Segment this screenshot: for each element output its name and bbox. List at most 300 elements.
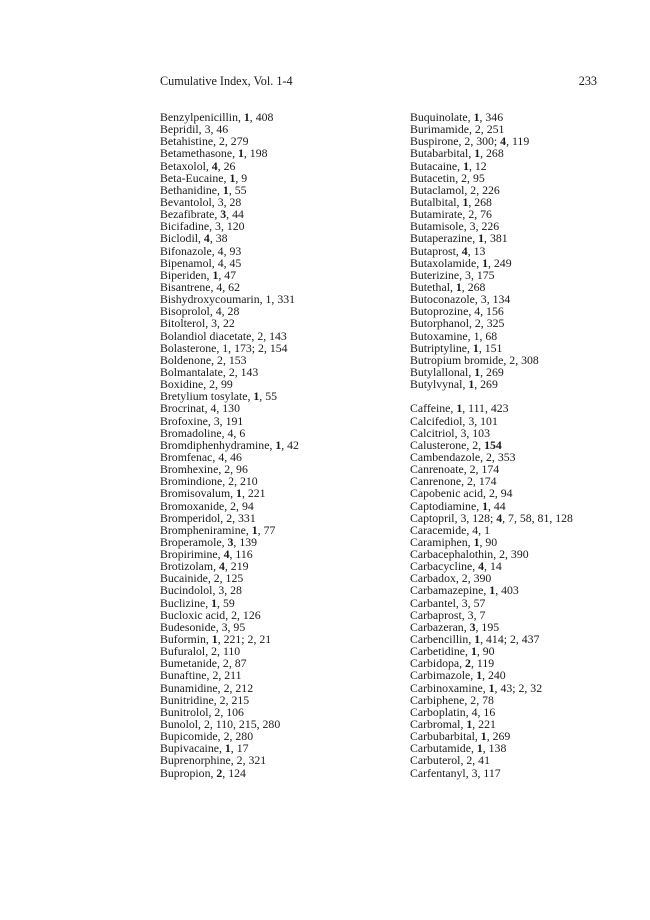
index-term: Carbadox xyxy=(410,571,456,586)
index-reference: 139 xyxy=(239,534,258,549)
index-reference: 3 xyxy=(213,413,220,428)
index-entry: Betamethasone, 1, 198 xyxy=(160,146,268,161)
index-entry: Bromperidol, 2, 331 xyxy=(160,510,256,525)
index-reference: 219 xyxy=(230,559,249,574)
index-reference: 2 xyxy=(474,122,481,137)
index-reference: 13 xyxy=(473,243,486,258)
index-reference: 1 xyxy=(468,377,475,392)
index-term: Bupivacaine xyxy=(160,741,219,756)
index-reference: 32 xyxy=(530,680,543,695)
index-reference: 1 xyxy=(243,110,250,124)
index-reference: 1 xyxy=(456,401,463,416)
index-reference: 3 xyxy=(460,425,467,440)
index-reference: 2 xyxy=(472,437,479,452)
index-entry: Capobenic acid, 2, 94 xyxy=(410,486,513,501)
index-term: Butoxamine xyxy=(410,328,468,343)
index-entry: Bucainide, 2, 125 xyxy=(160,571,244,586)
index-reference: 1 xyxy=(222,340,229,355)
index-reference: 126 xyxy=(242,607,261,622)
index-reference: 46 xyxy=(216,122,229,137)
index-term: Butylallonal xyxy=(410,364,469,379)
index-reference: 4 xyxy=(474,304,481,319)
index-entry: Buformin, 1, 221; 2, 21 xyxy=(160,632,272,647)
index-reference: 4 xyxy=(500,134,507,149)
index-reference: 87 xyxy=(234,656,247,671)
index-term: Carbaprost xyxy=(410,607,462,622)
index-reference: 2 xyxy=(470,182,477,197)
index-reference: 41 xyxy=(478,753,490,768)
index-reference: 437 xyxy=(521,632,540,647)
index-reference: 57 xyxy=(473,595,486,610)
index-term: Butalbital xyxy=(410,194,457,209)
index-term: Cambendazole xyxy=(410,449,481,464)
index-reference: 221 xyxy=(247,486,266,501)
index-reference: 331 xyxy=(277,292,296,307)
index-term: Bucindolol xyxy=(160,583,213,598)
index-reference: 12 xyxy=(474,158,487,173)
index-reference: 1 xyxy=(472,340,479,355)
index-reference: 1 xyxy=(275,437,282,452)
index-term: Butethal xyxy=(410,279,450,294)
index-reference: 381 xyxy=(489,231,508,246)
index-reference: 1 xyxy=(482,255,488,270)
index-reference: 1 xyxy=(480,729,487,744)
index-reference: 2 xyxy=(469,462,476,477)
index-entry: Butaprost, 4, 13 xyxy=(410,243,486,258)
index-term: Butaclamol xyxy=(410,182,465,197)
index-reference: 22 xyxy=(222,316,235,331)
index-term: Carbencillin xyxy=(410,632,469,647)
index-term: Butaprost xyxy=(410,243,456,258)
index-entry: Burimamide, 2, 251 xyxy=(410,122,505,137)
index-reference: 2 xyxy=(468,207,475,222)
index-term: Broperamole xyxy=(160,534,222,549)
index-entry: Bromfenac, 4, 46 xyxy=(160,449,242,464)
index-reference: 390 xyxy=(510,547,529,562)
index-reference: 1 xyxy=(488,680,495,695)
index-entry: Butabarbital, 1, 268 xyxy=(410,146,504,161)
index-reference: 221; xyxy=(223,632,245,647)
index-entry: Bretylium tosylate, 1, 55 xyxy=(160,389,277,404)
index-entry: Butropium bromide, 2, 308 xyxy=(410,352,539,367)
index-entry: Butamisole, 3, 226 xyxy=(410,219,500,234)
index-term: Carbimazole xyxy=(410,668,471,683)
index-reference: 68 xyxy=(485,328,498,343)
index-term: Carbacephalothin xyxy=(410,547,494,562)
index-reference: 4 xyxy=(471,704,478,719)
index-reference: 2 xyxy=(224,462,231,477)
index-term: Butorphanol xyxy=(410,316,469,331)
index-reference: 3 xyxy=(461,595,468,610)
index-reference: 3 xyxy=(465,267,471,282)
index-term: Bishydroxycoumarin xyxy=(160,292,260,307)
index-reference: 3 xyxy=(220,207,227,222)
index-reference: 119 xyxy=(476,656,495,671)
index-reference: 101 xyxy=(480,413,498,428)
index-reference: 1 xyxy=(466,717,473,732)
index-entry: Carbidopa, 2, 119 xyxy=(410,656,495,671)
index-entry: Biperiden, 1, 47 xyxy=(160,267,237,282)
index-reference: 212 xyxy=(235,680,254,695)
index-reference: 321 xyxy=(248,753,267,768)
index-term: Carbinoxamine xyxy=(410,680,483,695)
index-reference: 95 xyxy=(233,619,246,634)
index-reference: 4 xyxy=(217,243,224,258)
index-reference: 175 xyxy=(476,267,495,282)
index-reference: 269 xyxy=(486,364,504,379)
index-entry: Bitolterol, 3, 22 xyxy=(160,316,235,331)
index-reference: 2 xyxy=(258,340,264,355)
index-entry: Bupivacaine, 1, 17 xyxy=(160,741,249,756)
index-reference: 14 xyxy=(489,559,502,574)
index-term: Butaperazine xyxy=(410,231,473,246)
index-entry: Butacetin, 2, 95 xyxy=(410,170,485,185)
index-entry: Betahistine, 2, 279 xyxy=(160,134,249,149)
index-entry: Butaclamol, 2, 226 xyxy=(410,182,500,197)
index-reference: 1 xyxy=(474,632,481,647)
index-reference: 2 xyxy=(209,377,216,392)
index-entry: Bropirimine, 4, 116 xyxy=(160,547,253,562)
index-entry: Carbacephalothin, 2, 390 xyxy=(410,547,529,562)
index-reference: 93 xyxy=(229,243,242,258)
index-reference: 2 xyxy=(214,704,221,719)
index-entry: Carbetidine, 1, 90 xyxy=(410,644,495,659)
index-entry: Bethanidine, 1, 55 xyxy=(160,182,247,197)
index-term: Burimamide xyxy=(410,122,469,137)
index-reference: 4 xyxy=(203,231,210,246)
index-term: Carbantel xyxy=(410,595,456,610)
index-reference: 2 xyxy=(203,717,210,732)
index-term: Buspirone xyxy=(410,134,459,149)
index-reference: 21 xyxy=(259,632,272,647)
index-reference: 2 xyxy=(213,571,220,586)
index-reference: 16 xyxy=(483,704,496,719)
index-reference: 210 xyxy=(239,474,258,489)
index-entry: Bunitrolol, 2, 106 xyxy=(160,704,244,719)
index-column-right xyxy=(410,111,573,779)
index-reference: 38 xyxy=(215,231,228,246)
index-reference: 3 xyxy=(468,413,475,428)
index-reference: 143 xyxy=(240,364,259,379)
index-term: Betamethasone xyxy=(160,146,233,161)
index-reference: 134 xyxy=(492,292,511,307)
index-term: Boxidine xyxy=(160,377,204,392)
index-reference: 2 xyxy=(474,316,481,331)
index-reference: 226 xyxy=(482,182,500,197)
index-reference: 1 xyxy=(455,279,462,294)
index-reference: 130 xyxy=(222,401,240,416)
index-reference: 2 xyxy=(470,692,477,707)
index-entry: Butaperazine, 1, 381 xyxy=(410,231,508,246)
index-reference: 17 xyxy=(236,741,249,756)
index-term: Bunamidine xyxy=(160,680,218,695)
index-reference: 1 xyxy=(211,632,218,647)
index-term: Bepridil xyxy=(160,122,199,137)
index-reference: 90 xyxy=(482,644,495,659)
index-reference: 1 xyxy=(476,741,483,756)
index-entry: Boldenone, 2, 153 xyxy=(160,352,247,367)
index-reference: 7 xyxy=(479,607,486,622)
index-reference: 26 xyxy=(223,158,236,173)
index-entry: Bisantrene, 4, 62 xyxy=(160,279,240,294)
index-reference: 28 xyxy=(230,583,242,598)
index-term: Butriptyline xyxy=(410,340,468,355)
index-term: Bunaftine xyxy=(160,668,207,683)
index-reference: 154 xyxy=(484,437,502,452)
index-reference: 2 xyxy=(216,765,223,780)
index-reference: 2 xyxy=(222,656,229,671)
index-entry: Buprenorphine, 2, 321 xyxy=(160,753,267,768)
index-reference: 174 xyxy=(478,474,497,489)
index-term: Butacaine xyxy=(410,158,458,173)
index-reference: 90 xyxy=(485,534,498,549)
index-entry: Bromisovalum, 1, 221 xyxy=(160,486,266,501)
index-entry: Bromdiphenhydramine, 1, 42 xyxy=(160,437,299,452)
index-entry: Bipenamol, 4, 45 xyxy=(160,255,242,270)
index-reference: 77 xyxy=(263,522,276,537)
index-entry: Brocrinat, 4, 130 xyxy=(160,401,240,416)
index-reference: 1 xyxy=(224,741,231,756)
index-reference: 3 xyxy=(227,534,234,549)
index-term: Carbazeran xyxy=(410,619,464,634)
index-term: Bufuralol xyxy=(160,644,206,659)
index-reference: 2 xyxy=(223,680,230,695)
index-reference: 1 xyxy=(476,668,483,683)
index-term: Butacetin xyxy=(410,170,456,185)
index-term: Biclodil xyxy=(160,231,199,246)
index-term: Calcifediol xyxy=(410,413,463,428)
index-reference: 2 xyxy=(509,352,516,367)
index-reference: 268 xyxy=(467,279,486,294)
index-entry: Carbadox, 2, 390 xyxy=(410,571,492,586)
index-reference: 47 xyxy=(224,267,237,282)
index-reference: 1 xyxy=(463,158,469,173)
index-term: Carbromal xyxy=(410,717,461,732)
index-column-left xyxy=(160,111,299,779)
index-term: Bolmantalate xyxy=(160,364,223,379)
index-entry: Captodiamine, 1, 44 xyxy=(410,498,506,513)
index-reference: 4 xyxy=(227,425,234,440)
index-term: Butabarbital xyxy=(410,146,469,161)
index-reference: 215 xyxy=(231,692,250,707)
index-reference: 414; xyxy=(486,632,508,647)
index-term: Biperiden xyxy=(160,267,207,282)
index-reference: 103 xyxy=(472,425,490,440)
index-reference: 2 xyxy=(228,364,235,379)
index-reference: 1 xyxy=(473,534,480,549)
index-entry: Butaxolamide, 1, 249 xyxy=(410,255,512,270)
index-reference: 3 xyxy=(469,619,476,634)
index-entry: Caramiphen, 1, 90 xyxy=(410,534,498,549)
index-term: Caramiphen xyxy=(410,534,468,549)
index-reference: 1 xyxy=(212,267,219,282)
index-reference: 2 xyxy=(257,328,264,343)
index-reference: 1 xyxy=(265,292,272,307)
index-reference: 117 xyxy=(483,765,501,780)
index-entry: Buterizine, 3, 175 xyxy=(410,267,495,282)
index-reference: 46 xyxy=(230,449,242,464)
index-term: Butamirate xyxy=(410,207,463,222)
index-entry: Bufuralol, 2, 110 xyxy=(160,644,241,659)
index-term: Carboplatin xyxy=(410,704,466,719)
index-reference: 2 xyxy=(488,486,495,501)
index-entry: Bunamidine, 2, 212 xyxy=(160,680,254,695)
index-reference: 3 xyxy=(221,619,228,634)
index-entry: Bepridil, 3, 46 xyxy=(160,122,229,137)
index-entry: Buspirone, 2, 300; 4, 119 xyxy=(410,134,530,149)
index-reference: 1 xyxy=(462,194,469,209)
index-entry: Carbantel, 3, 57 xyxy=(410,595,486,610)
index-reference: 2 xyxy=(230,498,237,513)
index-reference: 94 xyxy=(241,498,254,513)
index-term: Buclizine xyxy=(160,595,206,610)
index-term: Butamisole xyxy=(410,219,464,234)
index-entry: Bunitridine, 2, 215 xyxy=(160,692,250,707)
index-entry: Bucloxic acid, 2, 126 xyxy=(160,607,261,622)
index-reference: 325 xyxy=(486,316,505,331)
index-reference: 128; xyxy=(472,510,494,525)
index-entry: Brompheniramine, 1, 77 xyxy=(160,522,276,537)
index-term: Buquinolate xyxy=(410,110,468,124)
index-reference: 55 xyxy=(265,389,277,404)
index-term: Brofoxine xyxy=(160,413,208,428)
index-entry: Butalbital, 1, 268 xyxy=(410,194,492,209)
index-reference: 3 xyxy=(469,219,476,234)
index-term: Bisoprolol xyxy=(160,304,210,319)
index-reference: 1 xyxy=(478,231,485,246)
index-entry: Carfentanyl, 3, 117 xyxy=(410,765,501,780)
index-reference: 403 xyxy=(501,583,519,598)
index-term: Carbidopa xyxy=(410,656,460,671)
index-reference: 138 xyxy=(488,741,507,756)
index-entry: Caffeine, 1, 111, 423 xyxy=(410,401,509,416)
index-term: Bromhexine xyxy=(160,462,219,477)
index-entry: Bromoxanide, 2, 94 xyxy=(160,498,254,513)
index-reference: 110 xyxy=(222,644,241,659)
index-reference: 96 xyxy=(236,462,248,477)
index-entry: Bifonazole, 4, 93 xyxy=(160,243,242,258)
index-reference: 1 xyxy=(253,389,260,404)
index-reference: 4 xyxy=(216,279,223,294)
index-reference: 3 xyxy=(467,607,474,622)
index-entry: Carbiphene, 2, 78 xyxy=(410,692,494,707)
index-entry: Bicifadine, 3, 120 xyxy=(160,219,245,234)
index-entry: Bucindolol, 3, 28 xyxy=(160,583,242,598)
index-entry: Carbacycline, 4, 14 xyxy=(410,559,502,574)
index-term: Bromadoline xyxy=(160,425,222,440)
index-reference: 2 xyxy=(231,607,238,622)
index-entry: Beta-Eucaine, 1, 9 xyxy=(160,170,248,185)
index-term: Bisantrene xyxy=(160,279,211,294)
index-reference: 353 xyxy=(497,449,516,464)
index-entry: Carbamazepine, 1, 403 xyxy=(410,583,519,598)
index-term: Carbacycline xyxy=(410,559,473,574)
index-reference: 4 xyxy=(218,559,225,574)
index-reference: 211 xyxy=(224,668,242,683)
index-reference: 94 xyxy=(500,486,513,501)
index-reference: 111 xyxy=(468,401,485,416)
index-reference: 1 xyxy=(236,486,242,501)
index-term: Carbamazepine xyxy=(410,583,484,598)
index-reference: 2 xyxy=(236,753,243,768)
index-reference: 1 xyxy=(489,583,496,598)
index-reference: 1 xyxy=(251,522,258,537)
index-reference: 81 xyxy=(537,510,550,525)
index-reference: 3 xyxy=(211,316,218,331)
index-reference: 4 xyxy=(461,243,468,258)
index-term: Brocrinat xyxy=(160,401,205,416)
index-reference: 4 xyxy=(218,449,225,464)
index-reference: 154 xyxy=(269,340,288,355)
index-reference: 44 xyxy=(232,207,244,222)
index-reference: 28 xyxy=(229,194,242,209)
index-term: Bromindione xyxy=(160,474,223,489)
index-term: Carbubarbital xyxy=(410,729,475,744)
index-reference: 119 xyxy=(511,134,530,149)
index-entry: Carbinoxamine, 1, 43; 2, 32 xyxy=(410,680,543,695)
index-reference: 2 xyxy=(219,692,226,707)
index-reference: 2 xyxy=(217,352,223,367)
index-term: Bunitrolol xyxy=(160,704,209,719)
index-reference: 76 xyxy=(480,207,492,222)
index-entry: Bisoprolol, 4, 28 xyxy=(160,304,240,319)
index-reference: 2 xyxy=(465,656,471,671)
index-term: Bretylium tosylate xyxy=(160,389,248,404)
index-reference: 43; xyxy=(500,680,516,695)
index-reference: 143 xyxy=(269,328,287,343)
index-entry: Butamirate, 2, 76 xyxy=(410,207,492,222)
index-reference: 2 xyxy=(461,170,468,185)
index-entry: Calusterone, 2, 154 xyxy=(410,437,502,452)
index-entry: Butorphanol, 2, 325 xyxy=(410,316,505,331)
index-reference: 1 xyxy=(474,364,481,379)
index-reference: 1 xyxy=(229,170,236,185)
index-reference: 1 xyxy=(474,146,481,161)
index-term: Brotizolam xyxy=(160,559,214,574)
index-reference: 4 xyxy=(472,522,479,537)
index-reference: 251 xyxy=(486,122,505,137)
index-reference: 2 xyxy=(467,474,473,489)
index-entry: Carbromal, 1, 221 xyxy=(410,717,496,732)
index-term: Bitolterol xyxy=(160,316,206,331)
index-reference: 4 xyxy=(223,547,230,562)
index-reference: 44 xyxy=(493,498,506,513)
index-term: Canrenoate xyxy=(410,462,464,477)
index-reference: 3 xyxy=(471,765,478,780)
index-reference: 153 xyxy=(228,352,247,367)
index-entry: Buclizine, 1, 59 xyxy=(160,595,235,610)
index-entry: Bromadoline, 4, 6 xyxy=(160,425,246,440)
index-term: Carbutamide xyxy=(410,741,471,756)
index-entry: Bevantolol, 3, 28 xyxy=(160,194,242,209)
index-reference: 6 xyxy=(239,425,246,440)
index-term: Bipenamol xyxy=(160,255,212,270)
index-reference: 106 xyxy=(226,704,244,719)
index-term: Bifonazole xyxy=(160,243,212,258)
index-term: Beta-Eucaine xyxy=(160,170,224,185)
index-reference: 174 xyxy=(481,462,500,477)
index-term: Bunitridine xyxy=(160,692,214,707)
index-reference: 2 xyxy=(486,449,492,464)
index-reference: 2 xyxy=(223,729,230,744)
index-entry: Butoxamine, 1, 68 xyxy=(410,328,498,343)
index-term: Buterizine xyxy=(410,267,460,282)
index-term: Canrenone xyxy=(410,474,462,489)
index-term: Bromfenac xyxy=(160,449,213,464)
index-reference: 280 xyxy=(262,717,281,732)
index-term: Caracemide xyxy=(410,522,467,537)
index-reference: 156 xyxy=(486,304,504,319)
